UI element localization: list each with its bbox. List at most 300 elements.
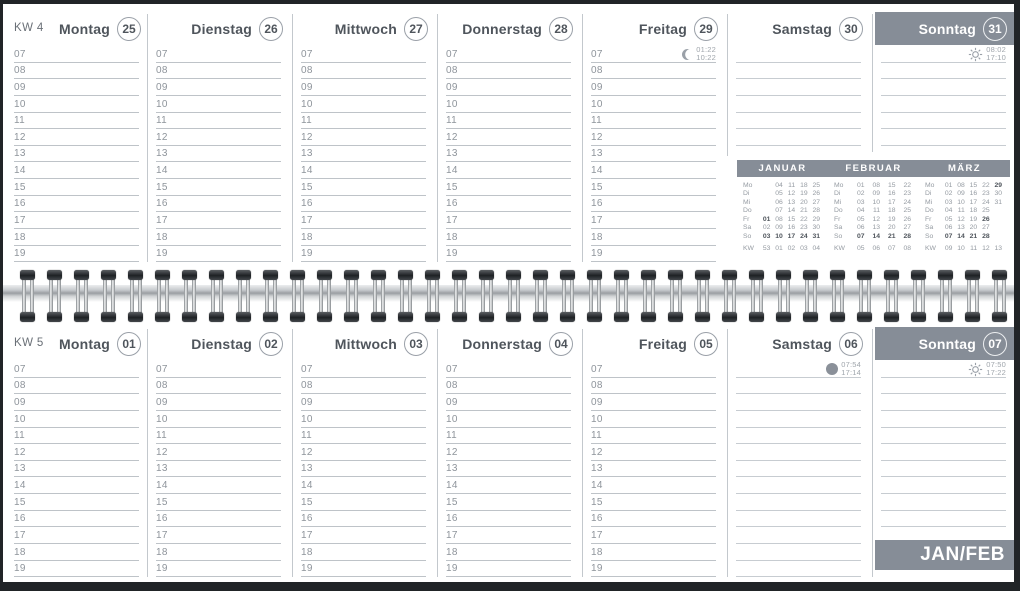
sun-icon (968, 47, 983, 62)
hour-label: 10 (591, 413, 603, 425)
hour-label: 12 (446, 131, 458, 143)
hour-row (591, 361, 716, 378)
binding-wire (535, 277, 539, 315)
day-cell: 15 (887, 181, 896, 189)
binding-loop (128, 270, 143, 322)
line-row (736, 444, 861, 461)
binding-wire (57, 277, 61, 315)
hour-row (591, 146, 716, 163)
line-row (736, 527, 861, 544)
binding-wire (805, 277, 809, 315)
hour-label: 19 (156, 248, 168, 260)
hour-row (14, 394, 139, 411)
hour-row (446, 494, 571, 511)
hour-row (446, 246, 571, 263)
hour-label: 12 (591, 131, 603, 143)
astro-times (986, 361, 1006, 377)
binding-cap-top (155, 270, 170, 280)
binding-wire (300, 277, 304, 315)
binding-cap-bottom (101, 312, 116, 322)
hour-row (301, 79, 426, 96)
day-cell: 26 (812, 190, 821, 198)
day-cell: 24 (903, 198, 911, 206)
hour-label: 19 (301, 563, 313, 575)
binding-wire (22, 277, 26, 315)
binding-wire (1002, 277, 1006, 315)
line-row (736, 544, 861, 561)
hour-row (591, 79, 716, 96)
hour-label: 17 (301, 215, 313, 227)
column-divider (147, 14, 148, 262)
hour-label: 14 (156, 165, 168, 177)
hour-label: 18 (446, 546, 458, 558)
line-row (736, 428, 861, 445)
hour-row (14, 46, 139, 63)
hour-label: 19 (446, 563, 458, 575)
writing-lines (736, 361, 861, 577)
hour-label: 07 (446, 48, 458, 60)
weekday-label: Do (743, 207, 752, 215)
hour-row (591, 544, 716, 561)
day-column-mittwoch (295, 4, 433, 286)
hour-label: 13 (591, 463, 603, 475)
day-cell: 28 (982, 232, 990, 240)
binding-wire (400, 277, 404, 315)
binding-cap-bottom (803, 312, 818, 322)
day-number-badge: 31 (983, 17, 1007, 41)
binding-cap-top (101, 270, 116, 280)
day-cell: 08 (957, 181, 965, 189)
kw-cell: 08 (903, 245, 911, 253)
day-cell: 29 (812, 215, 821, 223)
day-cell: 09 (775, 224, 783, 232)
line-row (736, 96, 861, 113)
hour-row (301, 561, 426, 578)
hour-grid (446, 46, 571, 262)
day-cell: 02 (944, 190, 953, 198)
hour-label: 14 (301, 165, 313, 177)
binding-cap-bottom (398, 312, 413, 322)
binding-wire (130, 277, 134, 315)
hour-row (301, 96, 426, 113)
binding-loop (587, 270, 602, 322)
hour-label: 13 (301, 463, 313, 475)
hour-label: 10 (446, 413, 458, 425)
hour-row (14, 113, 139, 130)
hour-label: 11 (446, 430, 457, 442)
hour-label: 17 (591, 530, 603, 542)
hour-label: 19 (14, 563, 26, 575)
binding-cap-bottom (587, 312, 602, 322)
binding-wire (219, 277, 223, 315)
column-divider (292, 329, 293, 577)
hour-label: 08 (14, 65, 26, 77)
day-cell: 27 (903, 224, 911, 232)
hour-row (14, 411, 139, 428)
binding-wire (813, 277, 817, 315)
binding-cap-top (695, 270, 710, 280)
column-divider (872, 329, 873, 577)
day-cell: 14 (787, 207, 796, 215)
day-column-mittwoch (295, 300, 433, 582)
day-number-badge: 03 (404, 332, 428, 356)
binding-cap-top (128, 270, 143, 280)
hour-label: 11 (156, 115, 167, 127)
day-cell: 04 (944, 207, 953, 215)
binding-cap-top (452, 270, 467, 280)
binding-loop (425, 270, 440, 322)
hour-label: 16 (446, 198, 458, 210)
hour-row (14, 511, 139, 528)
hour-label: 11 (14, 430, 25, 442)
day-cell: 18 (969, 207, 978, 215)
binding-wire (84, 277, 88, 315)
hour-row (301, 179, 426, 196)
binding-cap-bottom (695, 312, 710, 322)
binding-loop (290, 270, 305, 322)
hour-label: 07 (301, 48, 313, 60)
hour-row (446, 361, 571, 378)
hour-label: 13 (591, 148, 603, 160)
hour-grid (301, 361, 426, 577)
day-name-label: Freitag (638, 336, 687, 352)
day-column-freitag (585, 4, 723, 286)
column-divider (437, 329, 438, 577)
day-number-badge: 25 (117, 17, 141, 41)
binding-cap-top (290, 270, 305, 280)
binding-cap-top (830, 270, 845, 280)
day-cell: 18 (800, 181, 808, 189)
hour-label: 14 (14, 480, 26, 492)
binding-wire (840, 277, 844, 315)
hour-label: 15 (14, 181, 26, 193)
day-cell: 23 (903, 190, 911, 198)
hour-row (14, 461, 139, 478)
day-cell: 23 (982, 190, 990, 198)
hour-row (156, 79, 281, 96)
astro-info (826, 362, 861, 376)
line-row (881, 444, 1006, 461)
hour-label: 08 (446, 380, 458, 392)
binding-wire (940, 277, 944, 315)
hour-row (156, 444, 281, 461)
hour-label: 16 (156, 198, 168, 210)
binding-cap-bottom (425, 312, 440, 322)
binding-wire (894, 277, 898, 315)
hour-row (156, 527, 281, 544)
hour-row (446, 63, 571, 80)
day-cell: 16 (969, 190, 978, 198)
binding-loop (344, 270, 359, 322)
hour-label: 15 (591, 496, 603, 508)
day-header-samstag (730, 329, 868, 359)
binding-loop (47, 270, 62, 322)
hour-label: 18 (156, 546, 168, 558)
day-cell: 31 (812, 232, 821, 240)
weekday-label: Mo (834, 181, 844, 189)
hour-label: 07 (591, 363, 603, 375)
hour-label: 07 (14, 363, 26, 375)
hour-row (156, 246, 281, 263)
column-divider (147, 329, 148, 577)
day-cell: 06 (775, 198, 783, 206)
binding-wire (570, 277, 574, 315)
day-cell: 30 (812, 224, 821, 232)
writing-lines (881, 361, 1006, 527)
day-cell: 16 (887, 190, 896, 198)
hour-label: 19 (446, 248, 458, 260)
day-cell: 13 (957, 224, 965, 232)
binding-cap-bottom (155, 312, 170, 322)
binding-cap-top (884, 270, 899, 280)
hour-label: 11 (14, 115, 25, 127)
hour-row (156, 212, 281, 229)
day-cell: 10 (957, 198, 965, 206)
binding-cap-top (263, 270, 278, 280)
day-cell: 18 (887, 207, 896, 215)
binding-cap-top (425, 270, 440, 280)
binding-wire (427, 277, 431, 315)
binding-cap-top (560, 270, 575, 280)
hour-row (14, 246, 139, 263)
hour-label: 19 (591, 563, 603, 575)
hour-grid (301, 46, 426, 262)
hour-label: 10 (446, 98, 458, 110)
hour-row (591, 378, 716, 395)
day-cell: 17 (787, 232, 796, 240)
hour-label: 10 (301, 98, 313, 110)
binding-wire (184, 277, 188, 315)
hour-row (446, 477, 571, 494)
binding-cap-top (803, 270, 818, 280)
hour-row (446, 46, 571, 63)
binding-loop (20, 270, 35, 322)
hour-label: 14 (591, 480, 603, 492)
binding-wire (678, 277, 682, 315)
day-cell: 06 (856, 224, 865, 232)
binding-loop (857, 270, 872, 322)
weekday-label: Mo (743, 181, 753, 189)
line-row (736, 394, 861, 411)
hour-label: 16 (591, 198, 603, 210)
day-name-label: Freitag (638, 21, 687, 37)
day-column-montag (8, 300, 146, 582)
hour-label: 14 (156, 480, 168, 492)
hour-row (156, 361, 281, 378)
hour-row (591, 411, 716, 428)
binding-loop (560, 270, 575, 322)
line-row (736, 561, 861, 578)
binding-wire (732, 277, 736, 315)
day-name-label: Montag (59, 336, 110, 352)
hour-row (156, 146, 281, 163)
astro-time: 07:54 (841, 360, 861, 369)
binding-cap-top (857, 270, 872, 280)
binding-cap-top (587, 270, 602, 280)
binding-cap-bottom (884, 312, 899, 322)
day-cell: 24 (982, 198, 990, 206)
binding-wire (111, 277, 115, 315)
hour-label: 13 (446, 148, 458, 160)
weekday-label: Sa (834, 224, 843, 232)
calendar-week-label: KW 4 (14, 22, 44, 34)
hour-label: 11 (301, 430, 312, 442)
binding-cap-bottom (47, 312, 62, 322)
binding-wire (76, 277, 80, 315)
hour-row (301, 477, 426, 494)
binding-cap-top (20, 270, 35, 280)
hour-label: 09 (14, 81, 26, 93)
hour-row (446, 229, 571, 246)
hour-row (446, 461, 571, 478)
line-row (736, 511, 861, 528)
day-cell: 07 (856, 232, 865, 240)
binding-cap-bottom (128, 312, 143, 322)
hour-label: 13 (156, 463, 168, 475)
hour-row (591, 113, 716, 130)
binding-cap-bottom (857, 312, 872, 322)
hour-label: 18 (156, 231, 168, 243)
binding-cap-top (965, 270, 980, 280)
hour-label: 09 (156, 81, 168, 93)
day-number-badge: 30 (839, 17, 863, 41)
binding-cap-top (479, 270, 494, 280)
binding-cap-top (641, 270, 656, 280)
binding-loop (506, 270, 521, 322)
hour-row (156, 378, 281, 395)
binding-wire (273, 277, 277, 315)
hour-label: 09 (591, 81, 603, 93)
day-header-sonntag (875, 12, 1014, 45)
moon-full-icon (826, 363, 838, 375)
binding-wire (724, 277, 728, 315)
hour-row (14, 428, 139, 445)
line-row (736, 46, 861, 63)
day-header-sonntag (875, 327, 1014, 360)
hour-row (591, 444, 716, 461)
binding-wire (670, 277, 674, 315)
binding-wire (165, 277, 169, 315)
hour-label: 14 (446, 480, 458, 492)
day-header-dienstag (150, 329, 288, 359)
hour-row (156, 561, 281, 578)
hour-row (14, 179, 139, 196)
binding-cap-top (317, 270, 332, 280)
day-cell: 07 (944, 232, 953, 240)
day-header-samstag (730, 14, 868, 44)
binding-wire (373, 277, 377, 315)
binding-loop (830, 270, 845, 322)
hour-row (591, 394, 716, 411)
binding-wire (157, 277, 161, 315)
hour-label: 11 (446, 115, 457, 127)
day-column-sonntag (875, 4, 1013, 286)
day-cell: 03 (762, 232, 771, 240)
day-header-dienstag (150, 14, 288, 44)
hour-label: 07 (591, 48, 603, 60)
hour-row (156, 428, 281, 445)
binding-cap-bottom (20, 312, 35, 322)
hour-label: 10 (156, 98, 168, 110)
hour-label: 08 (156, 65, 168, 77)
binding-cap-bottom (668, 312, 683, 322)
hour-label: 08 (156, 380, 168, 392)
hour-row (591, 461, 716, 478)
weekday-label: So (743, 232, 752, 240)
hour-row (446, 394, 571, 411)
kw-label: KW (834, 245, 845, 253)
hour-row (446, 196, 571, 213)
binding-loop (668, 270, 683, 322)
weekday-label: Sa (925, 224, 934, 232)
line-row (881, 113, 1006, 130)
weekday-label: So (925, 232, 934, 240)
day-cell: 20 (800, 198, 808, 206)
binding-wire (867, 277, 871, 315)
hour-row (156, 96, 281, 113)
day-cell: 12 (957, 215, 965, 223)
day-cell: 05 (775, 190, 783, 198)
binding-loop (263, 270, 278, 322)
hour-row (591, 428, 716, 445)
hour-row (156, 179, 281, 196)
hour-row (156, 113, 281, 130)
day-cell: 10 (775, 232, 783, 240)
hour-row (156, 461, 281, 478)
hour-row (446, 129, 571, 146)
binding-wire (265, 277, 269, 315)
hour-label: 07 (156, 48, 168, 60)
astro-time: 17:22 (986, 368, 1006, 377)
day-cell: 22 (800, 215, 808, 223)
hour-label: 19 (156, 563, 168, 575)
hour-label: 16 (301, 198, 313, 210)
hour-row (446, 162, 571, 179)
hour-row (14, 444, 139, 461)
day-cell: 19 (800, 190, 808, 198)
line-row (736, 461, 861, 478)
binding-cap-top (398, 270, 413, 280)
line-row (736, 494, 861, 511)
hour-label: 17 (14, 530, 26, 542)
day-column-dienstag (150, 4, 288, 286)
hour-label: 17 (14, 215, 26, 227)
astro-time: 17:14 (841, 368, 861, 377)
hour-row (14, 212, 139, 229)
hour-row (14, 494, 139, 511)
astro-time: 08:02 (986, 45, 1006, 54)
hour-row (591, 196, 716, 213)
binding-loop (182, 270, 197, 322)
binding-cap-bottom (911, 312, 926, 322)
binding-loop (533, 270, 548, 322)
hour-label: 12 (156, 446, 168, 458)
binding-wire (138, 277, 142, 315)
binding-cap-bottom (965, 312, 980, 322)
hour-row (446, 527, 571, 544)
binding-wire (516, 277, 520, 315)
day-number-badge: 29 (694, 17, 718, 41)
day-cell: 27 (812, 198, 821, 206)
hour-label: 15 (446, 496, 458, 508)
hour-label: 10 (301, 413, 313, 425)
binding-loop (209, 270, 224, 322)
hour-row (446, 79, 571, 96)
hour-row (301, 544, 426, 561)
hour-label: 16 (446, 513, 458, 525)
hour-row (301, 229, 426, 246)
binding-cap-bottom (290, 312, 305, 322)
